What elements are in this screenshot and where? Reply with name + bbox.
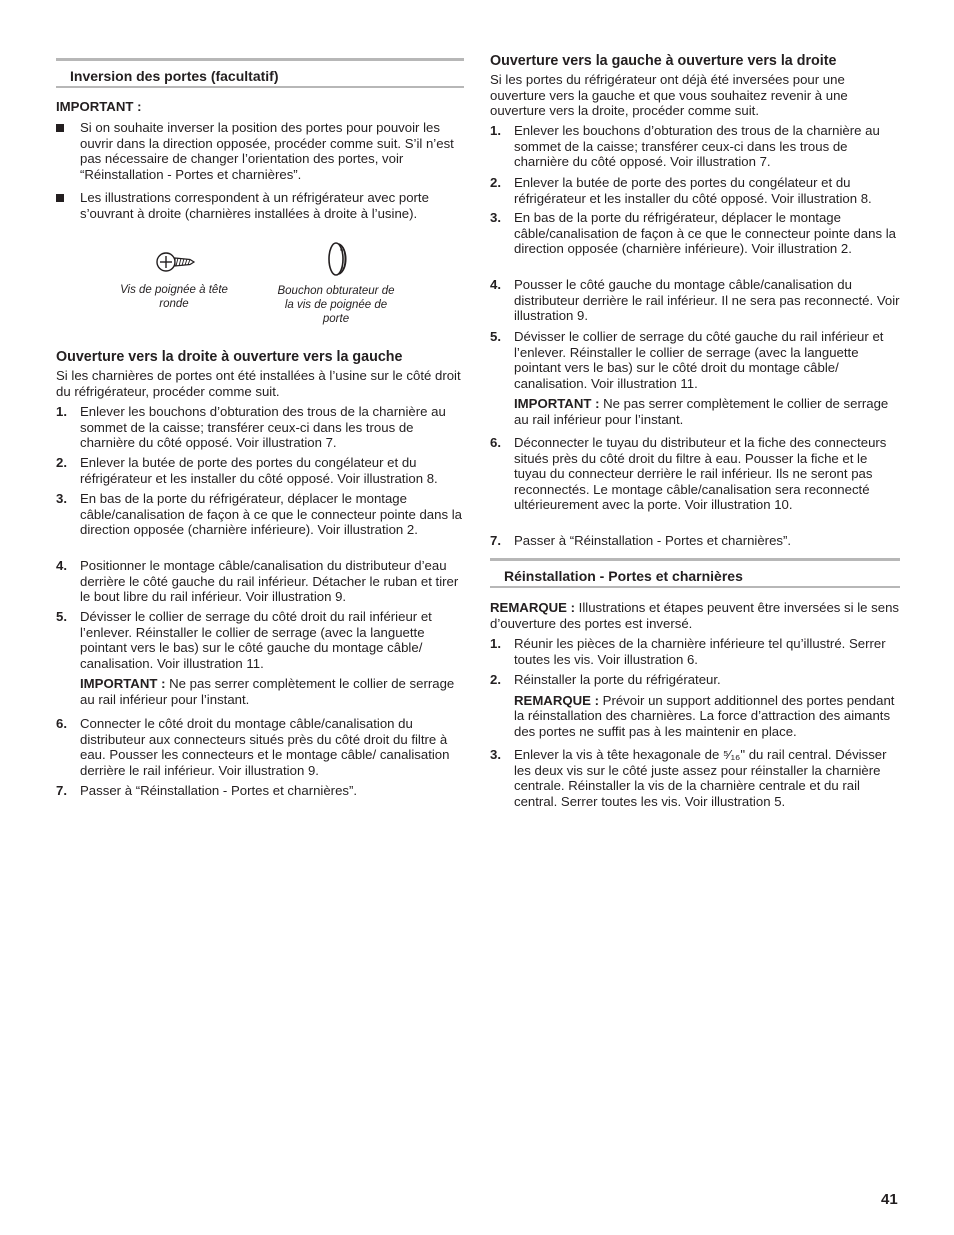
bullet-text: Les illustrations correspondent à un réfrigérateur avec porte s’ouvrant à droite (charnières installées à droite à l’usine). bbox=[80, 190, 429, 221]
list-item bbox=[490, 435, 900, 513]
list-item bbox=[490, 672, 900, 739]
step-text: Réunir les pièces de la charnière inférieure tel qu’illustré. Serrer toutes les vis. Voir illustration 6. bbox=[514, 636, 886, 667]
step-number: 1. bbox=[490, 123, 501, 138]
list-item bbox=[56, 404, 464, 451]
section-title-left-to-right: Ouverture vers la gauche à ouverture vers la droite bbox=[490, 53, 837, 69]
step-text: Connecter le côté droit du montage câble/canalisation du distributeur aux connecteurs situés près du côté droit du filtre à eau. Pousser les connecteurs et le montage câble/ canalisation derrière le rail inférieur. Voir illustration 9. bbox=[80, 716, 450, 778]
step-text: Passer à “Réinstallation - Portes et charnières”. bbox=[80, 783, 358, 798]
section-banner-reinstallation bbox=[490, 558, 900, 588]
list-item bbox=[490, 123, 900, 170]
round-head-screw-icon bbox=[156, 250, 196, 274]
bullet-square bbox=[56, 194, 64, 202]
step-text: Enlever les bouchons d’obturation des trous de la charnière au sommet de la caisse; transférer ceux-ci dans les trous de charnière du côté opposé. Voir illustration 7. bbox=[80, 404, 446, 451]
step-number: 2. bbox=[56, 455, 67, 470]
page-number: 41 bbox=[881, 1191, 898, 1208]
bullet-item bbox=[56, 190, 464, 221]
important-note bbox=[514, 396, 900, 427]
step-text: En bas de la porte du réfrigérateur, déplacer le montage câble/canalisation de façon à ce que le connecteur pointe dans la direction opposée (charnière inférieure). Voir illustration 2. bbox=[80, 491, 462, 538]
step-text: Déconnecter le tuyau du distributeur et la fiche des connecteurs situés près du côté droit du filtre à eau. Pousser la fiche et le tuyau du connecteur derrière le rail inférieur. Ils ne seront pas reconnectés. Le montage câble/canalisation sera reconnecté ultérieurement avec la porte. Voir illustration 10. bbox=[514, 435, 887, 513]
list-item bbox=[56, 491, 464, 538]
list-item bbox=[56, 558, 464, 605]
step-number: 3. bbox=[56, 491, 67, 506]
section-intro: Si les portes du réfrigérateur ont déjà été inversées pour une ouverture vers la gauche et que vous souhaitez revenir à une ouverture vers la droite, procéder comme suit. bbox=[490, 72, 848, 119]
step-text: Positionner le montage câble/canalisation du distributeur d’eau derrière le côté gauche du rail inférieur. Détacher le ruban et tirer le bout libre du rail inférieur. Voir illustration 9. bbox=[80, 558, 459, 605]
step-number: 2. bbox=[490, 175, 501, 190]
important-note bbox=[80, 676, 464, 707]
step-number: 1. bbox=[490, 636, 501, 651]
list-item bbox=[490, 329, 900, 428]
step-number: 7. bbox=[490, 533, 501, 548]
section-banner-door-reversal bbox=[56, 58, 464, 88]
banner-title: Inversion des portes (facultatif) bbox=[70, 68, 279, 84]
step-number: 4. bbox=[490, 277, 501, 292]
step-text: En bas de la porte du réfrigérateur, déplacer le montage câble/canalisation de façon à ce que le connecteur pointe dans la direction opposée (charnière inférieure). Voir illustration 2. bbox=[514, 210, 896, 257]
remark-note bbox=[514, 693, 900, 740]
list-item bbox=[56, 609, 464, 708]
note-label: REMARQUE : bbox=[514, 692, 599, 708]
step-number: 3. bbox=[490, 747, 501, 762]
section-intro: Si les charnières de portes ont été installées à l’usine sur le côté droit du réfrigérateur, procéder comme suit. bbox=[56, 368, 461, 399]
bullet-square bbox=[56, 124, 64, 132]
note-text: Ne pas serrer complètement le collier de serrage au rail inférieur pour l’instant. bbox=[514, 396, 889, 427]
bullet-text: Si on souhaite inverser la position des portes pour pouvoir les ouvrir dans la direction opposée, procéder comme suit. S’il n’est pas nécessaire de changer l’orientation des portes, voir “Réinstallation - Portes et charnières”. bbox=[80, 120, 454, 182]
handle-screw-plug-icon bbox=[326, 240, 350, 278]
bullet-item bbox=[56, 120, 464, 182]
note-label: IMPORTANT : bbox=[80, 676, 166, 692]
step-text: Pousser le côté gauche du montage câble/canalisation du distributeur derrière le rail inférieur. Il ne sera pas reconnecté. Voir illustration 9. bbox=[514, 277, 900, 324]
step-text: Dévisser le collier de serrage du côté gauche du rail inférieur et l’enlever. Réinstaller le collier de serrage (avec la languette pointant vers le bas) sur le côté droit du montage câble/ canalisation. Voir illustration 11. bbox=[514, 329, 884, 391]
step-number: 6. bbox=[490, 435, 501, 450]
remark-label: REMARQUE : bbox=[490, 600, 575, 615]
step-text: Réinstaller la porte du réfrigérateur. bbox=[514, 672, 721, 687]
note-text: Prévoir un support additionnel des portes pendant la réinstallation des charnières. La force d’attraction des aimants des portes ne suffit pas à les maintenir en place. bbox=[514, 692, 895, 739]
step-number: 7. bbox=[56, 783, 67, 798]
step-number: 1. bbox=[56, 404, 67, 419]
step-number: 5. bbox=[490, 329, 501, 344]
step-number: 4. bbox=[56, 558, 67, 573]
list-item bbox=[490, 533, 900, 549]
step-number: 5. bbox=[56, 609, 67, 624]
section-title-right-to-left: Ouverture vers la droite à ouverture vers la gauche bbox=[56, 349, 403, 365]
list-item bbox=[490, 277, 900, 324]
screw-caption: Vis de poignée à tête ronde bbox=[120, 284, 228, 310]
list-item bbox=[56, 455, 464, 486]
note-label: IMPORTANT : bbox=[514, 396, 600, 412]
step-text: Passer à “Réinstallation - Portes et charnières”. bbox=[514, 533, 792, 548]
list-item bbox=[490, 175, 900, 206]
note-text: Ne pas serrer complètement le collier de serrage au rail inférieur pour l’instant. bbox=[80, 676, 455, 707]
list-item bbox=[490, 636, 900, 667]
step-number: 6. bbox=[56, 716, 67, 731]
remark-paragraph bbox=[490, 600, 900, 631]
plug-caption: Bouchon obturateur de la vis de poignée de porte bbox=[277, 285, 395, 325]
remark-text: Illustrations et étapes peuvent être inversées si le sens d’ouverture des portes est inversé. bbox=[490, 600, 900, 631]
banner-title: Réinstallation - Portes et charnières bbox=[504, 568, 743, 584]
list-item bbox=[56, 716, 464, 778]
step-text: Enlever la butée de porte des portes du congélateur et du réfrigérateur et les installer du côté opposé. Voir illustration 8. bbox=[514, 175, 872, 206]
list-item bbox=[490, 210, 900, 257]
list-item bbox=[490, 747, 900, 809]
step-text: Enlever la vis à tête hexagonale de ⁵⁄₁₆" du rail central. Dévisser les deux vis sur le côté juste assez pour réinstaller la charnière centrale. Réinstaller la vis de la charnière centrale et du rail central. Serrer toutes les vis. Voir illustration 5. bbox=[514, 747, 887, 809]
list-item bbox=[56, 783, 464, 799]
step-text: Dévisser le collier de serrage du côté droit du rail inférieur et l’enlever. Réinstaller le collier de serrage (avec la languette pointant vers le bas) sur le côté gauche du montage câble/ canalisation. Voir illustration 11. bbox=[80, 609, 432, 671]
step-text: Enlever la butée de porte des portes du congélateur et du réfrigérateur et les installer du côté opposé. Voir illustration 8. bbox=[80, 455, 438, 486]
important-label: IMPORTANT : bbox=[56, 99, 142, 114]
step-number: 2. bbox=[490, 672, 501, 687]
step-text: Enlever les bouchons d’obturation des trous de la charnière au sommet de la caisse; transférer ceux-ci dans les trous de charnière du côté opposé. Voir illustration 7. bbox=[514, 123, 880, 170]
step-number: 3. bbox=[490, 210, 501, 225]
